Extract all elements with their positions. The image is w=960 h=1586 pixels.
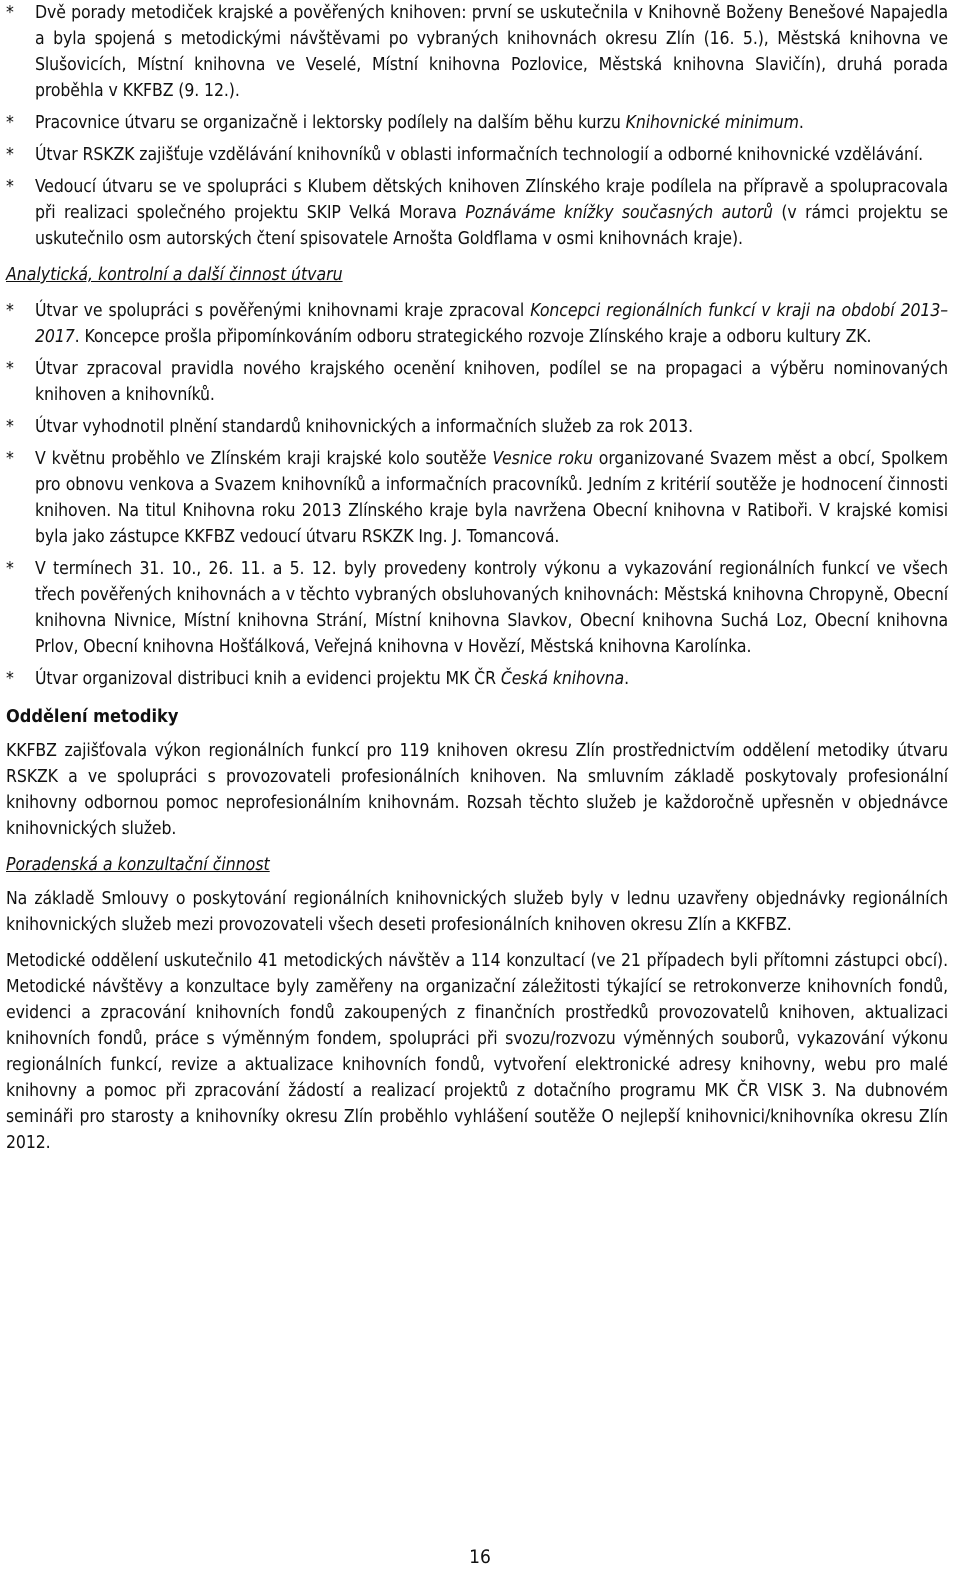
section-heading-analytic: Analytická, kontrolní a další činnost útvaru: [6, 265, 343, 285]
bullet-marker: *: [6, 145, 14, 165]
page-number: 16: [469, 1546, 491, 1568]
text: V květnu proběhlo ve Zlínském kraji krajské kolo soutěže: [35, 449, 493, 469]
text: organizované Svazem měst a obcí, Spolkem pro obnovu venkova a Svazem knihovníků a informačních pracovníků. Jedním z kritérií soutěže je hodnocení činnosti knihoven. Na titul Knihovna roku 2013 Zlínského kraje byla navržena Obecní knihovna v Ratiboři. V krajské komisi byla jako zástupce KKFBZ vedoucí útvaru RSKZK Ing. J. Tomancová.: [35, 449, 949, 547]
text: Útvar organizoval distribuci knih a evidenci projektu MK ČR: [35, 669, 501, 689]
section-heading-poradenska: Poradenská a konzultační činnost: [6, 855, 270, 875]
text: V termínech 31. 10., 26. 11. a 5. 12. byly provedeny kontroly výkonu a vykazování regionálních funkcí ve všech třech pověřených knihovnách a v těchto vybraných obsluhovaných knihovnách: Městská knihovna Chropyně, Obecní knihovna Nivnice, Místní knihovna Strání, Místní knihovna Slavkov, Obecní knihovna Suchá Loz, Obecní knihovna Prlov, Obecní knihovna Hošťálková, Veřejná knihovna v Hovězí, Městská knihovna Karolínka.: [35, 559, 948, 657]
text: Útvar RSKZK zajišťuje vzdělávání knihovníků v oblasti informačních technologií a odborné knihovnické vzdělávání.: [35, 145, 924, 165]
bullet-item: [6, 356, 948, 408]
italic-text: Poznáváme knížky současných autorů: [465, 203, 773, 223]
italic-text: Česká knihovna: [500, 669, 625, 689]
intro-bullet-list: [6, 0, 948, 252]
bullet-marker: *: [6, 359, 14, 379]
poradenska-paragraph-2: Metodické oddělení uskutečnilo 41 metodických návštěv a 114 konzultací (ve 21 případech byli přítomni zástupci obcí). Metodické návštěvy a konzultace byly zaměřeny na organizační záležitosti týkající se retrokonverze knihovních fondů, evidenci a zpracování knihovních fondů zakoupených z finančních prostředků provozovatelů knihoven, aktualizaci knihovních fondů, práce s výměnným fondem, spolupráci při svozu/rozvozu výměnných souborů, vykazování výkonu regionálních funkcí, revize a aktualizace knihovních fondů, vytvoření elektronické adresy knihovny, webu pro malé knihovny a pomoc při zpracování žádostí a realizací projektů z dotačního programu MK ČR VISK 3. Na dubnovém semináři pro starosty a knihovníky okresu Zlín proběhlo vyhlášení soutěže O nejlepší knihovnici/knihovníka okresu Zlín 2012.: [6, 951, 948, 1153]
text: Dvě porady metodiček krajské a pověřených knihoven: první se uskutečnila v Knihovně Boženy Benešové Napajedla a byla spojená s metodickými návštěvami po vybraných knihovnách okresu Zlín (16. 5.), Městská knihovna ve Slušovicích, Místní knihovna ve Veselé, Místní knihovna Pozlovice, Městská knihovna Slavičín), druhá porada proběhla v KKFBZ (9. 12.).: [35, 3, 948, 101]
bullet-marker: *: [6, 3, 14, 23]
text: Vedoucí útvaru se ve spolupráci s Klubem dětských knihoven Zlínského kraje podílela na přípravě a spolupracovala při realizaci společného projektu SKIP Velká Morava: [35, 177, 948, 223]
bullet-item: [6, 174, 948, 252]
bullet-item: [6, 298, 948, 350]
text: .: [798, 113, 804, 133]
text: Útvar vyhodnotil plnění standardů knihovnických a informačních služeb za rok 2013.: [35, 417, 693, 437]
text: .: [624, 669, 629, 689]
bullet-item: [6, 0, 948, 104]
bullet-item: [6, 556, 948, 660]
bullet-item: [6, 446, 948, 550]
bullet-marker: *: [6, 449, 14, 469]
text: Útvar ve spolupráci s pověřenými knihovnami kraje zpracoval: [35, 301, 531, 321]
bullet-item: [6, 414, 948, 440]
italic-text: Knihovnické minimum: [625, 113, 799, 133]
bullet-marker: *: [6, 559, 14, 579]
bullet-item: [6, 110, 948, 136]
italic-text: Vesnice roku: [492, 449, 593, 469]
poradenska-paragraph-1: Na základě Smlouvy o poskytování regionálních knihovnických služeb byly v lednu uzavřeny objednávky regionálních knihovnických služeb mezi provozovateli všech deseti profesionálních knihoven okresu Zlín a KKFBZ.: [6, 889, 948, 935]
section-heading-metodiky: Oddělení metodiky: [6, 706, 179, 727]
text: (v rámci projektu se uskutečnilo osm autorských čtení spisovatele Arnošta Goldflama v osmi knihovnách kraje).: [35, 203, 948, 249]
bullet-marker: *: [6, 417, 14, 437]
text: Útvar zpracoval pravidla nového krajského ocenění knihoven, podílel se na propagaci a výběru nominovaných knihoven a knihovníků.: [35, 359, 948, 405]
text: . Koncepce prošla připomínkováním odboru strategického rozvoje Zlínského kraje a odboru kultury ZK.: [74, 327, 872, 347]
document-page: [6, 0, 948, 1156]
bullet-marker: *: [6, 301, 14, 321]
text: Pracovnice útvaru se organizačně i lektorsky podílely na dalším běhu kurzu: [35, 113, 626, 133]
bullet-item: [6, 142, 948, 168]
bullet-marker: *: [6, 113, 14, 133]
italic-text: Koncepci regionálních funkcí v kraji na období 2013–2017: [35, 301, 949, 347]
analytic-bullet-list: [6, 298, 948, 692]
bullet-marker: *: [6, 177, 14, 197]
bullet-item: [6, 666, 948, 692]
bullet-marker: *: [6, 669, 14, 689]
metodiky-paragraph: KKFBZ zajišťovala výkon regionálních funkcí pro 119 knihoven okresu Zlín prostřednictvím oddělení metodiky útvaru RSKZK a ve spolupráci s provozovateli profesionálních knihoven. Na smluvním základě poskytovaly profesionální knihovny odbornou pomoc neprofesionálním knihovnám. Rozsah těchto služeb je každoročně upřesněn v objednávce knihovnických služeb.: [6, 741, 948, 839]
